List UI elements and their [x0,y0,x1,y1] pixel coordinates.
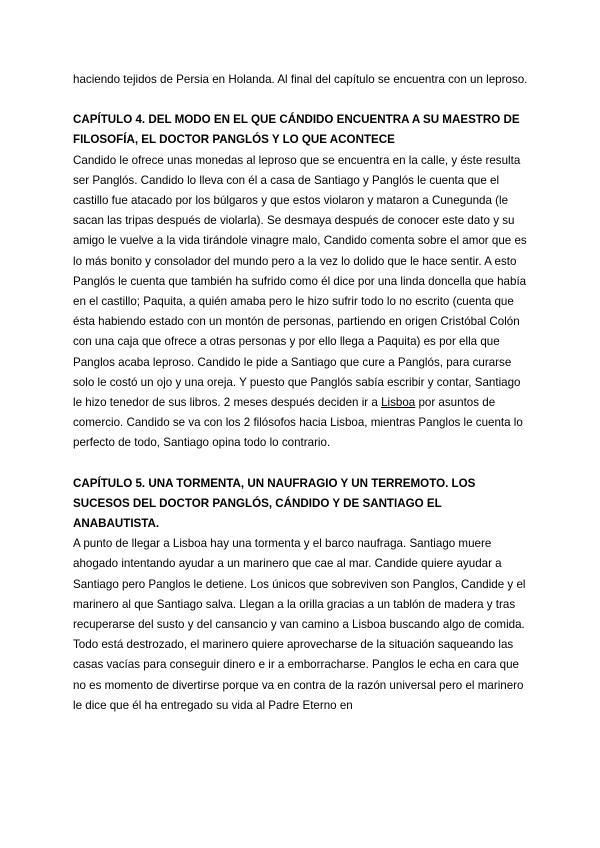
chapter-4-text-start: Candido le ofrece unas monedas al leproso que se encuentra en la calle, y éste resulta ser Panglós. Candido lo lleva con él a casa de Santiago y Panglós le cuenta que el castillo fue atacado por los búlgaros y que estos violaron y mataron a Cunegunda (le sacan las tripas después de violarla). Se desmaya después de conocer este dato y su amigo le vuelve a la vida tirándole vinagre malo, Candido comenta sobre el amor que es lo más bonito y consolador del mundo pero a la vez lo dolido que le hace sentir. A esto Panglós le cuenta que también ha sufrido como él dice por una linda doncella que había en el castillo; Paquita, a quién amaba pero le hizo sufrir todo lo no escrito (cuenta que ésta habiendo estado con un montón de personas, partiendo en origen Cristóbal Colón con una caja que ofrece a otras personas y por ello llega a Paquita) es por ella que Panglos acaba leproso. Candido le pide a Santiago que cure a Panglós, para curarse solo le costó un ojo y una oreja. Y puesto que Panglós sabía escribir y contar, Santiago le hizo tenedor de sus libros. 2 meses después deciden ir a [73,153,527,410]
paragraph-spacer [73,90,529,110]
chapter-4-heading: CAPÍTULO 4. DEL MODO EN EL QUE CÁNDIDO ENCUENTRA A SU MAESTRO DE FILOSOFÍA, EL DOCTOR PANGLÓS Y LO QUE ACONTECE [73,113,520,147]
chapter-5-heading: CAPÍTULO 5. UNA TORMENTA, UN NAUFRAGIO Y UN TERREMOTO. LOS SUCESOS DEL DOCTOR PANGLÓS, CÁNDIDO Y DE SANTIAGO EL ANABAUTISTA. [73,476,476,531]
chapter-4-paragraph [73,151,529,454]
document-body [73,70,529,716]
paragraph-spacer [73,454,529,474]
chapter-4-text-end: por asuntos de comercio. Candido se va con los 2 filósofos hacia Lisboa, mientras Panglos le cuenta lo perfecto de todo, Santiago opina todo lo contrario. [73,396,523,450]
lisboa-link[interactable]: Lisboa [381,396,416,410]
chapter-5-paragraph: A punto de llegar a Lisboa hay una tormenta y el barco naufraga. Santiago muere ahogado intentando ayudar a un marinero que cae al mar. Candide quiere ayudar a Santiago pero Panglos le detiene. Los únicos que sobreviven son Panglos, Candide y el marinero al que Santiago salva. Llegan a la orilla gracias a un tablón de madera y tras recuperarse del susto y del cansancio y van camino a Lisboa buscando algo de comida. Todo está destrozado, el marinero quiere aprovecharse de la situación saqueando las casas vacías para conseguir dinero e ir a emborracharse. Panglos le echa en cara que no es momento de divertirse porque va en contra de la razón universal pero el marinero le dice que él ha entregado su vida al Padre Eterno en [73,537,526,712]
intro-paragraph: haciendo tejidos de Persia en Holanda. Al final del capítulo se encuentra con un leproso. [73,73,528,86]
